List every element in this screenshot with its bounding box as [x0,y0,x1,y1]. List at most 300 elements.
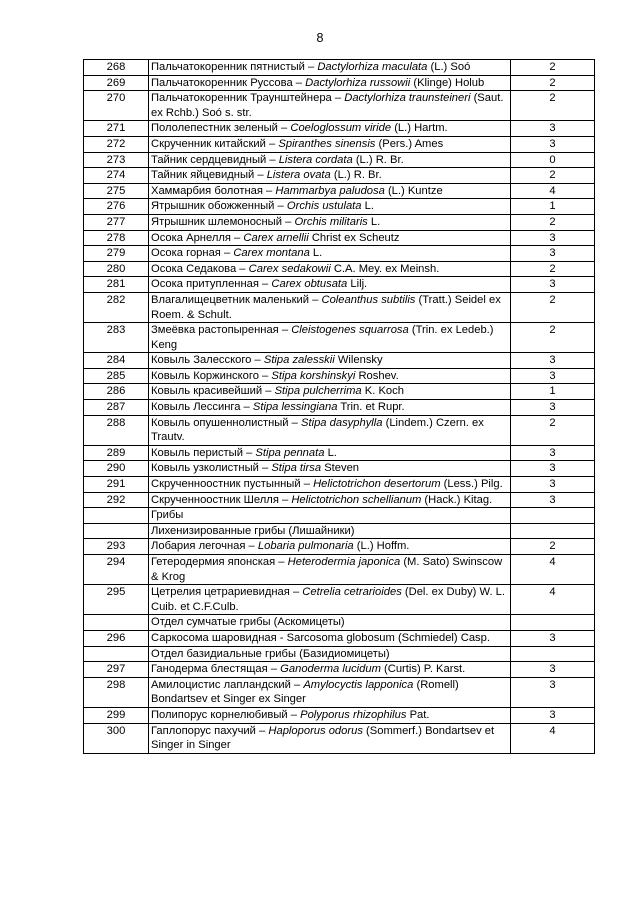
species-name-cell [149,523,511,539]
author: (Romell) Bondartsev et Singer ex Singer [151,678,459,706]
category-value: 3 [549,401,556,414]
row-number: 268 [106,61,126,73]
row-number: 280 [106,262,126,275]
species-name-cell: Тайник яйцевидный – Listera ovata (L.) R. Br. [149,168,511,184]
row-number-cell [84,461,149,477]
category-value: 3 [549,446,556,459]
species-name-cell: Ковыль Лессинга – Stipa lessingiana Trin. et Rupr. [149,400,511,416]
latin-name: Ganoderma lucidum [280,663,381,676]
category-cell [511,323,595,353]
author: Wilensky [337,354,383,367]
category-value: 2 [549,76,556,89]
category-value: 4 [549,556,556,568]
row-number-cell [84,492,149,508]
category-value: 3 [549,278,556,291]
author: (L.) Soó [430,61,471,73]
russian-name: Пальчатокоренник Траунштейнера [151,92,332,105]
row-number-cell [84,445,149,461]
row-number: 299 [106,708,126,721]
category-cell [511,75,595,91]
category-cell [511,508,595,524]
category-value: 3 [549,231,556,244]
latin-name: Stipa dasyphylla [301,416,383,429]
species-name-cell: Ковыль опушеннолистный – Stipa dasyphylla (Lindem.) Czern. ex Trautv. [149,415,511,445]
table-row [84,353,595,369]
table-row [84,121,595,137]
latin-name: Heterodermia japonica [287,556,401,568]
row-number-cell [84,246,149,262]
species-name-cell: Ятрышник обожженный – Orchis ustulata L. [149,199,511,215]
category-cell [511,677,595,707]
author: K. Koch [364,385,404,398]
table-row [84,384,595,400]
author: C.A. Mey. ex Meinsh. [333,262,440,275]
table-row [84,246,595,262]
category-value: 3 [549,137,556,150]
author: (Tratt.) Seidel ex Roem. & Schult. [151,293,501,321]
latin-name: Stipa korshinskyi [271,369,356,382]
row-number-cell [84,677,149,707]
category-value: 4 [549,184,556,197]
latin-name: Cleistogenes squarrosa [291,324,409,337]
row-number-cell [84,555,149,585]
category-value: 3 [549,354,556,367]
row-number: 290 [106,462,126,475]
category-cell [511,136,595,152]
row-number-cell [84,323,149,353]
russian-name: Амилоцистис лапландский [151,678,291,691]
latin-name: Stipa lessingiana [252,401,338,414]
category-value: 4 [549,724,556,737]
russian-name: Тайник яйцевидный [151,169,255,182]
table-row [84,400,595,416]
species-name-cell: Ковыль перистый – Stipa pennata L. [149,445,511,461]
latin-name: Stipa zalesskii [263,354,335,367]
section-title: Лихенизированные грибы (Лишайники) [151,524,355,537]
table-row [84,539,595,555]
author: (Less.) Pilg. [443,478,503,491]
russian-name: Пальчатокоренник Руссова [151,76,293,89]
category-value: 1 [549,385,556,398]
russian-name: Ковыль узколистный [151,462,259,475]
row-number: 278 [106,231,126,244]
row-number-cell [84,368,149,384]
table-row [84,214,595,230]
category-cell [511,121,595,137]
row-number: 273 [106,153,126,166]
author: (Klinge) Holub [413,76,485,89]
author: Christ ex Scheutz [311,231,400,244]
author: (Saut. ex Rchb.) Soó s. str. [151,92,504,119]
category-value: 2 [549,169,556,182]
row-number-cell [84,136,149,152]
category-cell [511,384,595,400]
latin-name: Lobaria pulmonaria [257,540,354,553]
author: L. [327,446,337,459]
russian-name: Скрученноостник пустынный [151,478,301,491]
category-value: 3 [549,478,556,491]
russian-name: Ковыль Коржинского [151,369,259,382]
row-number-cell [84,630,149,646]
category-value: 3 [549,678,556,691]
row-number-cell [84,662,149,678]
row-number: 277 [106,215,126,228]
latin-name: Dactylorhiza russowii [305,76,411,89]
category-cell [511,445,595,461]
russian-name: Хаммарбия болотная [151,184,263,197]
row-number: 300 [106,724,126,737]
category-cell [511,60,595,76]
row-number: 272 [106,137,126,150]
russian-name: Скрученник китайский [151,137,266,150]
category-cell [511,168,595,184]
category-value: 0 [549,153,556,166]
table-row [84,445,595,461]
section-title: Отдел сумчатые грибы (Аскомицеты) [151,616,345,629]
table-row [84,585,595,615]
species-name-cell [149,508,511,524]
row-number: 286 [106,385,126,398]
species-name-cell: Осока притупленная – Carex obtusata Lilj. [149,277,511,293]
author: Pat. [409,708,430,721]
category-cell [511,353,595,369]
category-cell [511,199,595,215]
table-row [84,477,595,493]
author: (Curtis) P. Karst. [384,663,466,676]
author: Trin. et Rupr. [340,401,405,414]
table-row [84,168,595,184]
category-cell [511,277,595,293]
latin-name: Polyporus rhizophilus [300,708,407,721]
category-value: 2 [549,92,556,105]
species-name-cell: Лобария легочная – Lobaria pulmonaria (L.) Hoffm. [149,539,511,555]
latin-name: Orchis militaris [294,215,368,228]
latin-name: Carex arnellii [243,231,309,244]
table-row [84,91,595,121]
row-number-cell [84,539,149,555]
category-cell [511,368,595,384]
row-number: 292 [106,493,126,506]
latin-name: Coleanthus subtilis [321,293,416,306]
russian-name: Ковыль опушеннолистный [151,416,289,429]
category-value: 3 [549,708,556,721]
species-name-cell: Ковыль Залесского – Stipa zalesskii Wilensky [149,353,511,369]
row-number-cell [84,523,149,539]
category-cell [511,415,595,445]
latin-name: Listera ovata [266,169,331,182]
author: (Pers.) Ames [378,137,444,150]
russian-name: Лобария легочная [151,540,246,553]
row-number-cell [84,168,149,184]
species-name-cell: Амилоцистис лапландский – Amylocyctis lapponica (Romell) Bondartsev et Singer ex Singer [149,677,511,707]
row-number-cell [84,400,149,416]
species-name-cell: Влагалищецветник маленький – Coleanthus subtilis (Tratt.) Seidel ex Roem. & Schult. [149,292,511,322]
latin-name: Dactylorhiza traunsteineri [344,92,471,105]
author: (Lindem.) Czern. ex Trautv. [151,416,484,444]
row-number: 269 [106,76,126,89]
russian-name: Тайник сердцевидный [151,153,267,166]
category-value: 2 [549,416,556,429]
category-cell [511,91,595,121]
latin-name: Spiranthes sinensis [278,137,376,150]
row-number: 271 [106,122,126,135]
category-value: 3 [549,493,556,506]
author: (M. Sato) Swinscow & Krog [151,556,503,583]
category-cell [511,662,595,678]
category-cell [511,707,595,723]
category-value: 4 [549,586,556,599]
species-name-cell [149,630,511,646]
category-cell [511,152,595,168]
table-row [84,555,595,585]
latin-name: Hammarbya paludosa [275,184,385,197]
table-row [84,152,595,168]
latin-name: Listera cordata [278,153,353,166]
section-row [84,508,595,524]
species-name-cell: Пальчатокоренник Траунштейнера – Dactylorhiza traunsteineri (Saut. ex Rchb.) Soó s. str. [149,91,511,121]
author: (L.) Hoffm. [356,540,410,553]
category-cell [511,723,595,753]
row-number-cell [84,277,149,293]
species-name-cell: Осока горная – Carex montana L. [149,246,511,262]
latin-name: Stipa tirsa [271,462,322,475]
table-row [84,662,595,678]
category-cell [511,183,595,199]
row-number: 274 [106,169,126,182]
category-cell [511,615,595,631]
category-value: 3 [549,663,556,676]
table-row [84,492,595,508]
latin-name: Amylocyctis lapponica [303,678,414,691]
species-name-cell: Ятрышник шлемоносный – Orchis militaris L. [149,214,511,230]
russian-name: Саркосома шаровидная [151,631,277,644]
row-number-cell [84,415,149,445]
category-cell [511,630,595,646]
row-number-cell [84,199,149,215]
author: Lilj. [350,278,368,291]
russian-name: Пололепестник зеленый [151,122,278,135]
category-value: 3 [549,369,556,382]
row-number: 291 [106,478,126,491]
species-name-cell: Хаммарбия болотная – Hammarbya paludosa (L.) Kuntze [149,183,511,199]
russian-name: Ковыль красивейший [151,385,263,398]
russian-name: Ковыль Залесского [151,354,252,367]
category-cell [511,539,595,555]
row-number: 293 [106,540,126,553]
species-name-cell: Ковыль красивейший – Stipa pulcherrima K. Koch [149,384,511,400]
table-row [84,183,595,199]
species-name-cell [149,646,511,662]
table-row [84,292,595,322]
species-name-cell: Пальчатокоренник пятнистый – Dactylorhiza maculata (L.) Soó [149,60,511,76]
species-name-cell: Тайник сердцевидный – Listera cordata (L.) R. Br. [149,152,511,168]
latin-name: Haploporus odorus [268,724,363,737]
row-number-cell [84,723,149,753]
row-number-cell [84,585,149,615]
author: (Trin. ex Ledeb.) Keng [151,324,494,351]
category-cell [511,585,595,615]
species-name-cell [149,615,511,631]
row-number-cell [84,292,149,322]
author: L. [364,200,374,213]
row-number: 279 [106,247,126,260]
table-row [84,60,595,76]
latin-name: Dactylorhiza maculata [317,61,428,73]
russian-name: Осока притупленная [151,278,259,291]
row-number: 281 [106,278,126,291]
category-value: 3 [549,247,556,260]
name-separator: - [276,631,287,644]
category-cell [511,477,595,493]
author: Roshev. [358,369,399,382]
row-number-cell [84,152,149,168]
row-number: 298 [106,678,126,691]
species-name-cell: Скрученноостник Шелля – Helictotrichon schellianum (Hack.) Kitag. [149,492,511,508]
row-number-cell [84,214,149,230]
russian-name: Цетрелия цетрариевидная [151,586,290,599]
latin-name: Helictotrichon schellianum [291,493,422,506]
section-row [84,646,595,662]
species-name-cell: Пальчатокоренник Руссова – Dactylorhiza russowii (Klinge) Holub [149,75,511,91]
row-number-cell [84,615,149,631]
russian-name: Пальчатокоренник пятнистый [151,61,305,73]
russian-name: Ганодерма блестящая [151,663,268,676]
russian-name: Осока Седакова [151,262,237,275]
row-number: 295 [106,586,126,599]
species-name-cell: Цетрелия цетрариевидная – Cetrelia cetrarioides (Del. ex Duby) W. L. Cuib. et C.F.Culb. [149,585,511,615]
row-number: 275 [106,184,126,197]
row-number: 297 [106,663,126,676]
table-row [84,277,595,293]
species-table-body [84,60,595,754]
category-cell [511,261,595,277]
row-number-cell [84,91,149,121]
author: (L.) R. Br. [355,153,404,166]
row-number: 284 [106,354,126,367]
russian-name: Ковыль Лессинга [151,401,241,414]
section-title: Отдел базидиальные грибы (Базидиомицеты) [151,647,390,660]
row-number-cell [84,183,149,199]
category-cell [511,523,595,539]
russian-name: Гетеродермия японская [151,556,276,568]
russian-name: Осока Арнелля [151,231,231,244]
category-value: 3 [549,462,556,475]
species-name-cell: Скрученник китайский – Spiranthes sinensis (Pers.) Ames [149,136,511,152]
category-value: 3 [549,631,556,644]
author: L. [312,247,323,260]
table-row [84,723,595,753]
table-row [84,323,595,353]
author: (L.) R. Br. [333,169,382,182]
category-value: 2 [549,293,556,306]
category-cell [511,492,595,508]
latin-name: Coeloglossum viride [290,122,392,135]
row-number: 288 [106,416,126,429]
species-name-cell: Осока Арнелля – Carex arnellii Christ ex Scheutz [149,230,511,246]
row-number: 276 [106,200,126,213]
table-row [84,461,595,477]
species-name-cell: Гаплопорус пахучий – Haploporus odorus (Sommerf.) Bondartsev et Singer in Singer [149,723,511,753]
row-number: 287 [106,401,126,414]
section-row [84,523,595,539]
table-row [84,136,595,152]
species-name-cell: Пололепестник зеленый – Coeloglossum viride (L.) Hartm. [149,121,511,137]
row-number-cell [84,384,149,400]
category-cell [511,214,595,230]
row-number: 289 [106,446,126,459]
table-row [84,261,595,277]
russian-name: Скрученноостник Шелля [151,493,279,506]
latin-name: Helictotrichon desertorum [313,478,441,491]
category-value: 2 [549,215,556,228]
row-number-cell [84,261,149,277]
author: (Del. ex Duby) W. L. Cuib. et C.F.Culb. [151,586,505,613]
category-value: 1 [549,200,556,213]
row-number: 282 [106,293,126,306]
russian-name: Осока горная [151,247,221,260]
row-number-cell [84,75,149,91]
category-value: 2 [549,61,556,73]
row-number: 270 [106,92,126,105]
table-row [84,230,595,246]
author: Steven [324,462,360,475]
row-number-cell [84,477,149,493]
category-value: 2 [549,540,556,553]
row-number-cell [84,60,149,76]
row-number-cell [84,646,149,662]
category-cell [511,555,595,585]
russian-name: Ковыль перистый [151,446,243,459]
species-name-cell: Ковыль Коржинского – Stipa korshinskyi Roshev. [149,368,511,384]
category-cell [511,292,595,322]
author: (L.) Hartm. [394,122,448,135]
category-cell [511,461,595,477]
russian-name: Влагалищецветник маленький [151,293,310,306]
species-name-cell: Скрученноостник пустынный – Helictotrichon desertorum (Less.) Pilg. [149,477,511,493]
row-number: 294 [106,556,126,568]
table-row [84,707,595,723]
row-number: 296 [106,631,126,644]
russian-name: Змеёвка растопыренная [151,324,279,337]
category-cell [511,400,595,416]
latin-name: Stipa pennata [255,446,325,459]
category-value: 2 [549,324,556,337]
russian-name: Гаплопорус пахучий [151,724,256,737]
latin-name: Stipa pulcherrima [274,385,362,398]
category-cell [511,646,595,662]
latin-name: Carex obtusata [271,278,348,291]
author: (L.) Kuntze [387,184,443,197]
row-number: 283 [106,324,126,337]
latin-name: Carex montana [233,247,310,260]
category-cell [511,246,595,262]
author: (Hack.) Kitag. [424,493,493,506]
table-row [84,677,595,707]
species-name-cell: Змеёвка растопыренная – Cleistogenes squarrosa (Trin. ex Ledeb.) Keng [149,323,511,353]
author: L. [370,215,381,228]
category-cell [511,230,595,246]
row-number-cell [84,508,149,524]
table-row [84,415,595,445]
latin-name: Cetrelia cetrarioides [302,586,402,599]
table-row [84,75,595,91]
species-name-cell: Гетеродермия японская – Heterodermia japonica (M. Sato) Swinscow & Krog [149,555,511,585]
row-number-cell [84,353,149,369]
species-name-cell: Ковыль узколистный – Stipa tirsa Steven [149,461,511,477]
row-number-cell [84,707,149,723]
author: (Sommerf.) Bondartsev et Singer in Singer [151,724,495,752]
latin-name: Orchis ustulata [286,200,362,213]
